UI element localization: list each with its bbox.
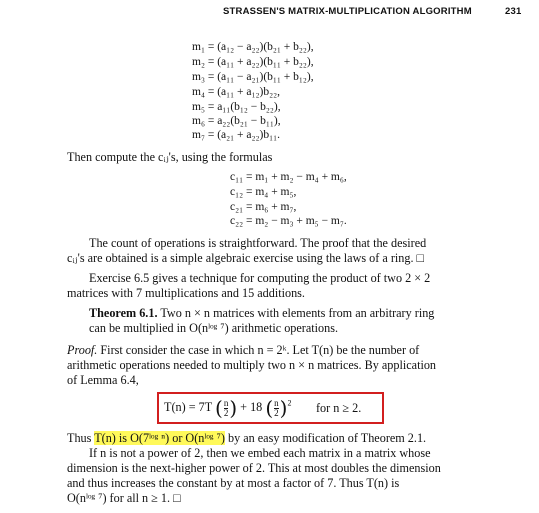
fraction-n-over-2-squared: $\frac{n}{2}$ [274, 397, 279, 418]
equation-m1: m₁ = (a₁₂ − a₂₂)(b₂₁ + b₂₂), [192, 41, 314, 53]
equation-c21: c₂₁ = m₆ + m₇, [230, 201, 297, 213]
conclusion-line-1: Thus T(n) is O(7ˡᵒᵍ ⁿ) or O(nˡᵒᵍ ⁷) by an easy modification of Theorem 2.1. [67, 431, 427, 445]
equation-m4: m₄ = (a₁₁ + a₁₂)b₂₂, [192, 86, 280, 98]
theorem-text-1: Two n × n matrices with elements from an arbitrary ring [160, 306, 435, 320]
paragraph-exercise-line-2: matrices with 7 multiplications and 15 additions. [67, 286, 305, 300]
recurrence-lhs: T(n) = 7T [164, 399, 212, 414]
running-header-title: STRASSEN'S MATRIX-MULTIPLICATION ALGORITHM [223, 6, 472, 17]
recurrence-condition: for n ≥ 2. [316, 401, 362, 415]
conclusion-line-2: If n is not a power of 2, then we embed each matrix in a matrix whose [89, 446, 431, 460]
recurrence-highlight-box [157, 392, 384, 424]
paragraph-exercise-line-1: Exercise 6.5 gives a technique for computing the product of two 2 × 2 [89, 271, 431, 285]
conclusion-line-3: dimension is the next-higher power of 2. This at most doubles the dimension [67, 461, 441, 475]
conclusion-line-4: and thus increases the constant by at most a factor of 7. Thus T(n) is [67, 476, 400, 490]
equation-m5: m₅ = a₁₁(b₁₂ − b₂₂), [192, 101, 281, 113]
equation-m7: m₇ = (a₂₁ + a₂₂)b₁₁. [192, 129, 280, 141]
proof-text-1: First consider the case in which n = 2ᵏ. Let T(n) be the number of [100, 343, 420, 357]
conclusion-line-5: O(nˡᵒᵍ ⁷) for all n ≥ 1. □ [67, 491, 181, 505]
equation-c22: c₂₂ = m₂ − m₃ + m₅ − m₇. [230, 215, 347, 227]
proof-line-3: of Lemma 6.4, [67, 373, 139, 387]
recurrence-plus-term: + 18 [240, 399, 263, 414]
proof-label: Proof. [67, 343, 98, 357]
page-number: 231 [505, 6, 522, 17]
fraction-n-over-2: $\frac{n}{2}$ [223, 397, 229, 418]
compute-sentence: Then compute the cᵢⱼ's, using the formulas [67, 150, 273, 164]
theorem-line-1 [89, 306, 434, 321]
proof-line-1 [67, 343, 419, 358]
highlighted-complexity: T(n) is O(7ˡᵒᵍ ⁿ) or O(nˡᵒᵍ ⁷) [94, 431, 225, 445]
equation-c11: c₁₁ = m₁ + m₂ − m₄ + m₆, [230, 171, 347, 183]
theorem-line-2: can be multiplied in O(nˡᵒᵍ ⁷) arithmetic operations. [89, 321, 339, 335]
paragraph-count-line-1: The count of operations is straightforward. The proof that the desired [89, 236, 427, 250]
equation-m6: m₆ = a₂₂(b₂₁ − b₁₁), [192, 115, 281, 127]
equation-m2: m₂ = (a₁₁ + a₂₂)(b₁₁ + b₂₂), [192, 56, 314, 68]
equation-m3: m₃ = (a₁₁ − a₂₁)(b₁₁ + b₁₂), [192, 71, 314, 83]
recurrence-equation: T(n) = 7T ( $\frac{n}{2}$ ) + 18 ( $\frac{n}{2}$ )$^2$ [164, 396, 292, 420]
proof-line-2: arithmetic operations needed to multiply two n × n matrices. By application [67, 358, 437, 372]
paragraph-count-line-2: cᵢⱼ's are obtained is a simple algebraic exercise using the laws of a ring. □ [67, 251, 424, 265]
equation-c12: c₁₂ = m₄ + m₅, [230, 186, 297, 198]
theorem-label: Theorem 6.1. [89, 306, 158, 320]
